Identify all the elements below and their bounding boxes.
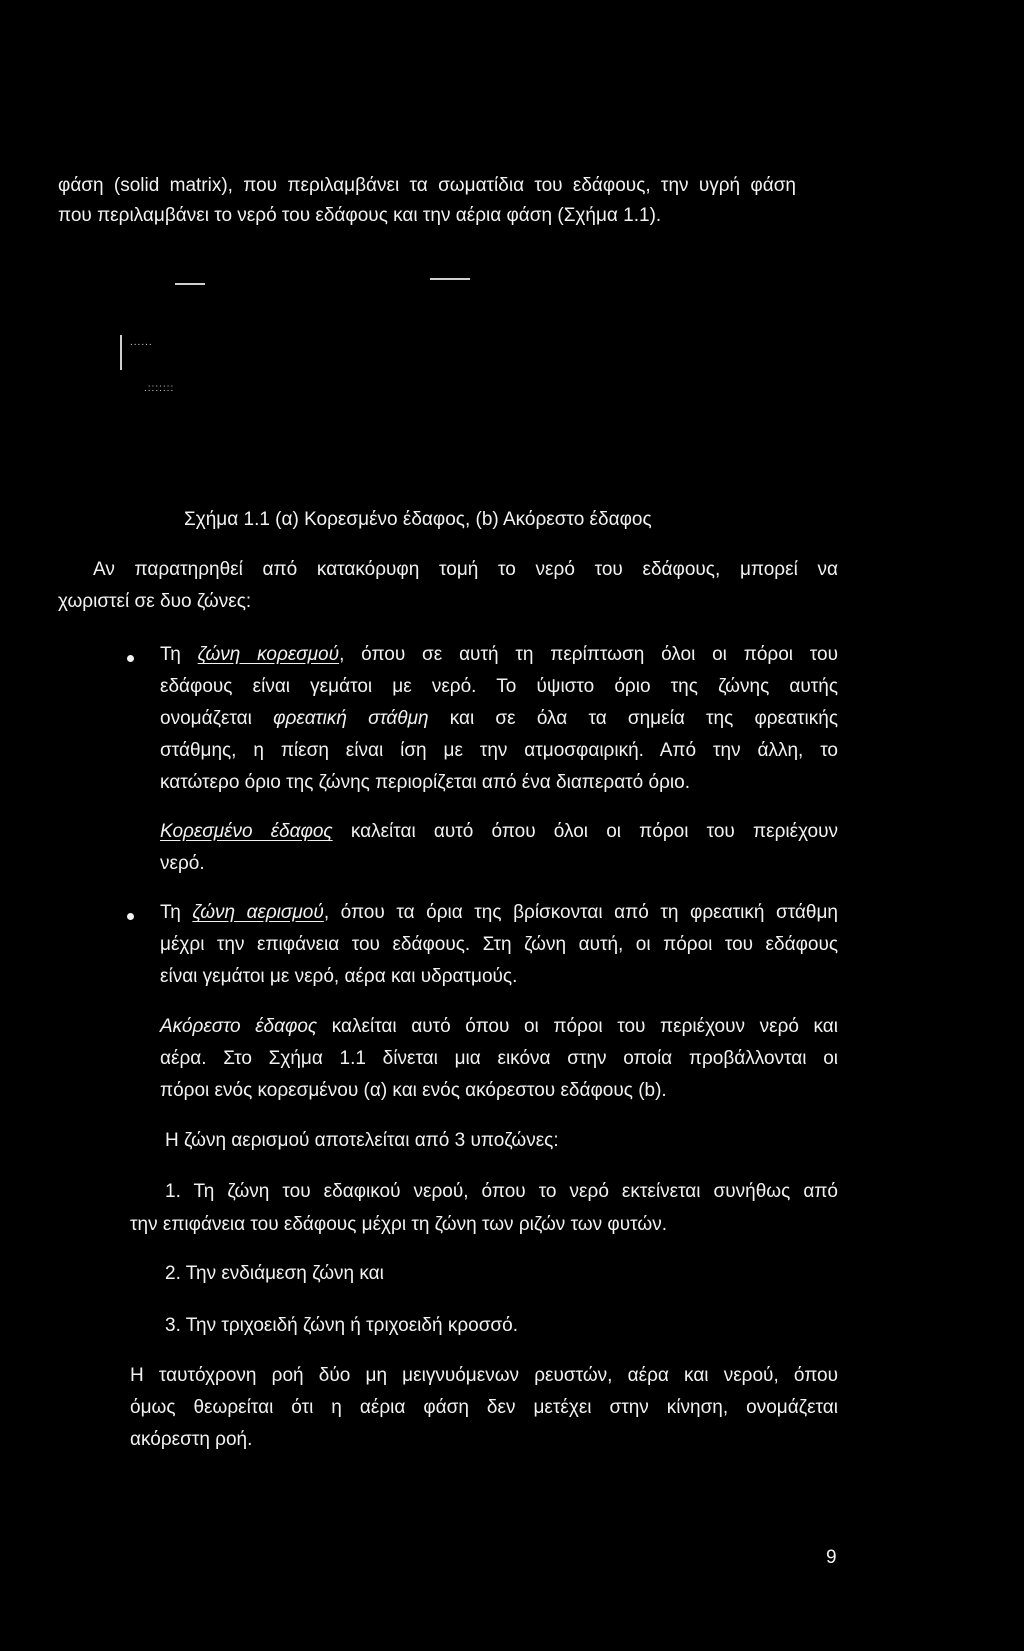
bullet1-line-4: στάθμης, η πίεση είναι ίση με την ατμοσφαιρική. Από την άλλη, το xyxy=(160,740,838,761)
bullet1-def-line-1: Κορεσμένο έδαφος καλείται αυτό όπου όλοι οι πόροι του περιέχουν xyxy=(160,821,838,842)
subzone-item-3: 3. Την τριχοειδή ζώνη ή τριχοειδή κροσσό. xyxy=(165,1315,519,1336)
para2-line-3: ακόρεστη ροή. xyxy=(130,1429,253,1450)
bullet2-def-line-1: Ακόρεστο έδαφος καλείται αυτό όπου οι πόροι του περιέχουν νερό και xyxy=(160,1016,839,1037)
page-number: 9 xyxy=(826,1547,837,1568)
bullet-dot-1 xyxy=(127,655,134,662)
term-aeration-zone: ζώνη αερισμού xyxy=(192,902,324,923)
para2-line-1: Η ταυτόχρονη ροή δύο μη μειγνυόμενων ρευστών, αέρα και νερού, όπου xyxy=(130,1365,838,1386)
bullet1-line-2: εδάφους είναι γεμάτοι με νερό. Το ύψιστο όριο της ζώνης αυτής xyxy=(160,676,838,697)
term-saturated-soil: Κορεσμένο έδαφος xyxy=(160,821,333,842)
bullet1-line-3: ονομάζεται φρεατική στάθμη και σε όλα τα σημεία της φρεατικής xyxy=(160,708,838,729)
bullet1-line-5: κατώτερο όριο της ζώνης περιορίζεται από ένα διαπερατό όριο. xyxy=(160,772,690,793)
para1-line-1: Αν παρατηρηθεί από κατακόρυφη τομή το νερό του εδάφους, μπορεί να xyxy=(93,559,838,580)
bullet2-line-1: Τη ζώνη αερισμού, όπου τα όρια της βρίσκονται από τη φρεατική στάθμη xyxy=(160,902,838,923)
bullet2-def-line-3: πόροι ενός κορεσμένου (α) και ενός ακόρεστου εδάφους (b). xyxy=(160,1080,667,1101)
term-unsaturated-soil: Ακόρεστο έδαφος xyxy=(160,1016,318,1037)
bullet2-def-line-2: αέρα. Στο Σχήμα 1.1 δίνεται μια εικόνα στην οποία προβάλλονται οι xyxy=(160,1048,838,1069)
subzone-item-1-line-2: την επιφάνεια του εδάφους μέχρι τη ζώνη των ριζών των φυτών. xyxy=(130,1214,667,1235)
figure-line-left xyxy=(175,283,205,285)
subzone-item-1-line-1: 1. Τη ζώνη του εδαφικού νερού, όπου το νερό εκτείνεται συνήθως από xyxy=(165,1181,838,1202)
figure-dots-a: ...... xyxy=(130,337,153,348)
para2-line-2: όμως θεωρείται ότι η αέρια φάση δεν μετέχει στην κίνηση, ονομάζεται xyxy=(130,1397,838,1418)
subzones-intro: Η ζώνη αερισμού αποτελείται από 3 υποζώνες: xyxy=(165,1130,559,1151)
figure-edge xyxy=(120,335,122,370)
term-saturation-zone: ζώνη κορεσμού xyxy=(197,644,340,665)
subzone-item-2: 2. Την ενδιάμεση ζώνη και xyxy=(165,1263,384,1284)
para1-line-2: χωριστεί σε δυο ζώνες: xyxy=(58,591,252,612)
term-water-table: φρεατική στάθμη xyxy=(273,708,429,729)
bullet2-line-2: μέχρι την επιφάνεια του εδάφους. Στη ζώνη αυτή, οι πόροι του εδάφους xyxy=(160,934,838,955)
bullet1-line-1: Τη ζώνη κορεσμού, όπου σε αυτή τη περίπτωση όλοι οι πόροι του xyxy=(160,644,838,665)
bullet-dot-2 xyxy=(127,913,134,920)
figure-line-right xyxy=(430,278,470,280)
bullet1-def-line-2: νερό. xyxy=(160,853,205,874)
bullet2-line-3: είναι γεμάτοι με νερό, αέρα και υδρατμούς. xyxy=(160,966,518,987)
intro-line-2: που περιλαμβάνει το νερό του εδάφους και την αέρια φάση (Σχήμα 1.1). xyxy=(58,205,662,226)
figure-dots-b: .::::::: xyxy=(144,383,175,394)
intro-line-1: φάση (solid matrix), που περιλαμβάνει τα σωματίδια του εδάφους, την υγρή φάση xyxy=(58,175,796,196)
figure-caption: Σχήμα 1.1 (α) Κορεσμένο έδαφος, (b) Ακόρεστο έδαφος xyxy=(184,509,652,530)
